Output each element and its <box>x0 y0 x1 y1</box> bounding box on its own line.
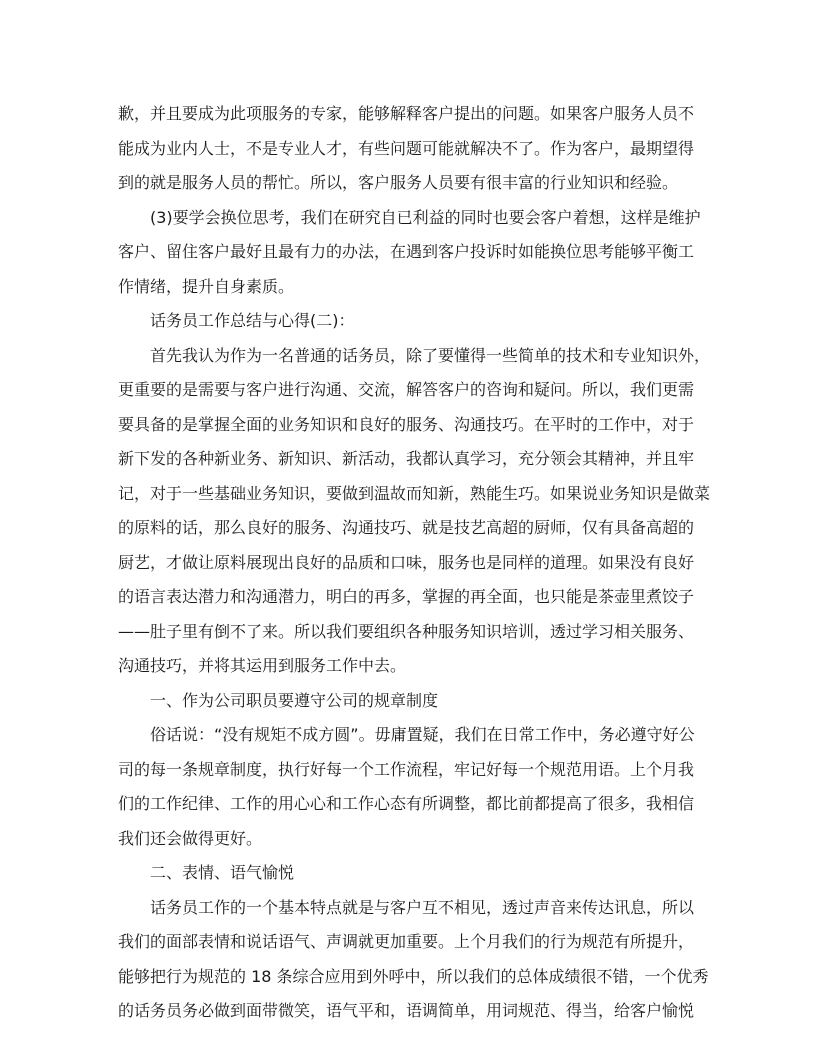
paragraph-expression <box>118 891 709 1029</box>
text-line: 司的每一条规章制度，执行好每一个工作流程，牢记好每一个规范用语。上个月我 <box>118 759 695 779</box>
text-line: 我们的面部表情和说话语气、声调就更加重要。上个月我们的行为规范有所提升， <box>118 932 695 951</box>
text-line: 我们还会做得更好。 <box>118 828 263 848</box>
text-line: 沟通技巧，并将其运用到服务工作中去。 <box>118 656 407 675</box>
paragraph-skills <box>118 339 711 684</box>
text-line: 歉，并且要成为此项服务的专家，能够解释客户提出的问题。如果客户服务人员不 <box>118 104 695 123</box>
text-line: 的语言表达潜力和沟通潜力，明白的再多，掌握的再全面，也只能是茶壶里煮饺子 <box>118 587 695 606</box>
text-line: 话务员工作的一个基本特点就是与客户互不相见，透过声音来传达讯息，所以 <box>150 897 695 917</box>
section-heading-rules <box>118 684 698 719</box>
paragraph-rules <box>118 718 698 856</box>
text-line: (3)要学会换位思考，我们在研究自已利益的同时也要会客户着想，这样是维护 <box>150 207 701 227</box>
section-heading: 一、作为公司职员要遵守公司的规章制度 <box>150 690 439 710</box>
text-line: 能够把行为规范的 18 条综合应用到外呼中，所以我们的总体成绩很不错，一个优秀 <box>118 966 709 986</box>
text-line: 们的工作纪律、工作的用心心和工作心态有所调整，都比前都提高了很多，我相信 <box>118 794 695 813</box>
text-line: 作情绪，提升自身素质。 <box>118 276 295 296</box>
paragraph-point-3 <box>118 201 701 305</box>
text-line: 记，对于一些基础业务知识，要做到温故而知新，熟能生巧。如果说业务知识是做菜 <box>118 483 711 503</box>
text-line: 首先我认为作为一名普通的话务员，除了要懂得一些简单的技术和专业知识外， <box>150 345 711 365</box>
text-line: 新下发的各种新业务、新知识、新活动，我都认真学习，充分领会其精神，并且牢 <box>118 449 695 468</box>
text-line: 的话务员务必做到面带微笑，语气平和，语调简单，用词规范、得当，给客户愉悦 <box>118 1001 695 1020</box>
text-line: 能成为业内人士，不是专业人才，有些问题可能就解决不了。作为客户，最期望得 <box>118 138 695 158</box>
text-line: 要具备的是掌握全面的业务知识和良好的服务、沟通技巧。在平时的工作中，对于 <box>118 414 695 434</box>
document-page <box>118 97 711 1029</box>
text-line: 客户、留住客户最好且最有力的办法，在遇到客户投诉时如能换位思考能够平衡工 <box>118 242 695 261</box>
section-heading-expression <box>118 856 698 891</box>
text-line: 俗话说：“没有规矩不成方圆”。毋庸置疑，我们在日常工作中，务必遵守好公 <box>150 725 695 744</box>
paragraph-intro-continuation <box>118 97 698 201</box>
section-heading-summary-2 <box>118 304 698 339</box>
text-line: 更重要的是需要与客户进行沟通、交流，解答客户的咨询和疑问。所以，我们更需 <box>118 380 695 399</box>
text-line: 的原料的话，那么良好的服务、沟通技巧、就是技艺高超的厨师，仅有具备高超的 <box>118 518 695 537</box>
section-heading: 话务员工作总结与心得(二)： <box>150 311 355 330</box>
text-line: 厨艺，才做让原料展现出良好的品质和口味，服务也是同样的道理。如果没有良好 <box>118 552 695 572</box>
section-heading: 二、表情、语气愉悦 <box>150 863 295 882</box>
text-line: 到的就是服务人员的帮忙。所以，客户服务人员要有很丰富的行业知识和经验。 <box>118 173 679 192</box>
text-line: ——肚子里有倒不了来。所以我们要组织各种服务知识培训，透过学习相关服务、 <box>118 621 695 641</box>
